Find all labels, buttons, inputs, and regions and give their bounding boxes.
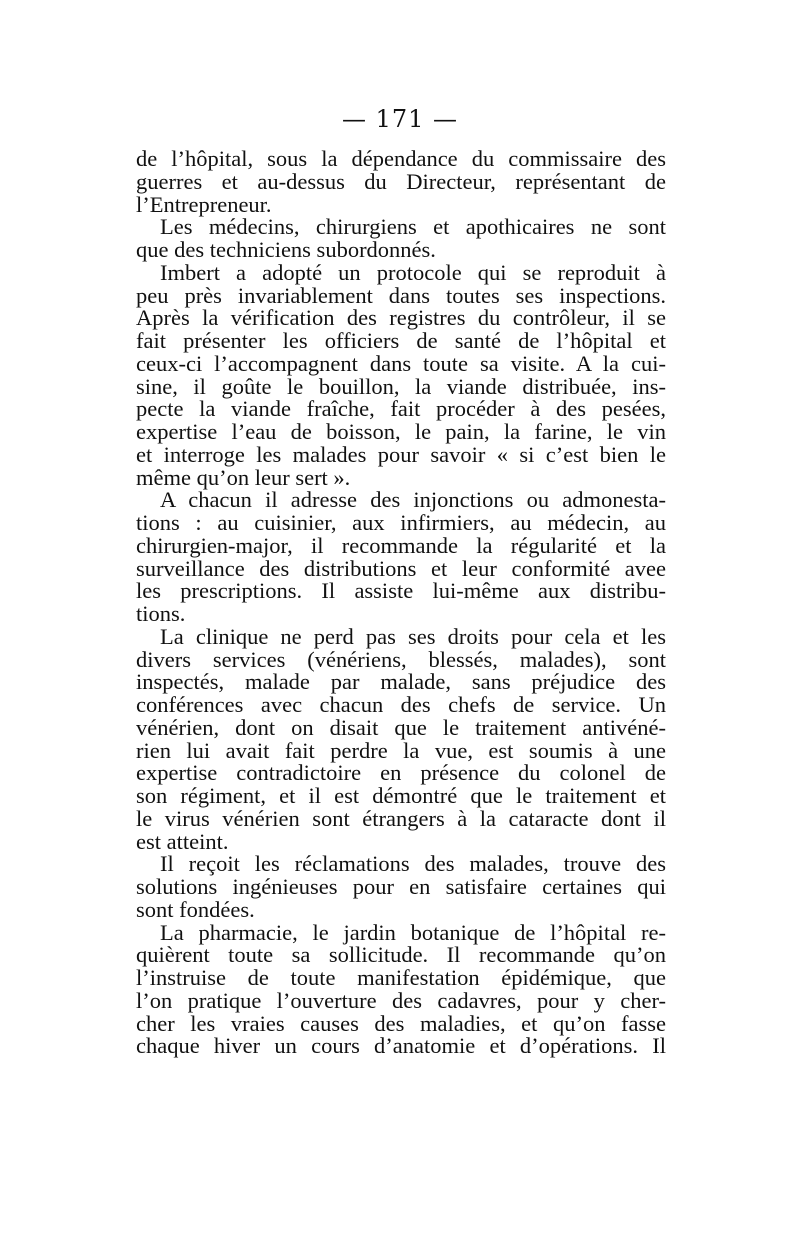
text-line: guerres et au-dessus du Directeur, représentant de — [136, 168, 666, 194]
text-line: que des techniciens subordonnés. — [136, 237, 436, 262]
text-line: son régiment, et il est démontré que le traitement et — [136, 783, 666, 808]
text-line: quièrent toute sa sollicitude. Il recommande qu’on — [136, 942, 666, 968]
text-line: Il reçoit les réclamations des malades, trouve des — [160, 851, 666, 877]
text-line: La clinique ne perd pas ses droits pour cela et les — [160, 623, 666, 649]
text-line: et interroge les malades pour savoir « si c’est bien le — [136, 441, 666, 467]
text-line: divers services (vénériens, blessés, malades), sont — [136, 646, 666, 672]
page-number: — 171 — — [341, 105, 459, 133]
text-line: l’on pratique l’ouverture des cadavres, pour y cher- — [136, 987, 666, 1013]
text-line: pecte la viande fraîche, fait procéder à des pesées, — [136, 396, 666, 422]
text-line: Imbert a adopté un protocole qui se reproduit à — [160, 259, 666, 285]
text-line: inspectés, malade par malade, sans préjudice des — [136, 669, 666, 695]
text-line: expertise l’eau de boisson, le pain, la farine, le vin — [136, 419, 666, 444]
text-line: de l’hôpital, sous la dépendance du commissaire des — [136, 146, 666, 171]
text-line: solutions ingénieuses pour en satisfaire certaines qui — [136, 874, 666, 899]
text-line: Après la vérification des registres du contrôleur, il se — [136, 305, 666, 331]
text-line: La pharmacie, le jardin botanique de l’hôpital re- — [160, 919, 666, 945]
text-line: l’Entrepreneur. — [136, 191, 272, 217]
text-line: sine, il goûte le bouillon, la viande distribuée, ins- — [136, 373, 666, 399]
text-line: ceux-ci l’accompagnent dans toute sa visite. A la cui- — [136, 350, 666, 376]
text-line: sont fondées. — [136, 896, 255, 922]
text-line: l’instruise de toute manifestation épidémique, que — [136, 965, 666, 990]
text-line: conférences avec chacun des chefs de service. Un — [136, 692, 666, 717]
body-text — [136, 148, 666, 1058]
text-line: chirurgien-major, il recommande la régularité et la — [136, 532, 666, 558]
text-line: les prescriptions. Il assiste lui-même aux distribu- — [136, 578, 666, 604]
text-line: expertise contradictoire en présence du colonel de — [136, 760, 666, 786]
text-line: peu près invariablement dans toutes ses inspections. — [136, 282, 666, 308]
text-line: fait présenter les officiers de santé de l’hôpital et — [136, 328, 666, 353]
text-line: vénérien, dont on disait que le traitement antivéné- — [136, 714, 666, 740]
text-line: même qu’on leur sert ». — [136, 464, 351, 490]
text-line: cher les vraies causes des maladies, et qu’on fasse — [136, 1010, 666, 1036]
text-line: le virus vénérien sont étrangers à la cataracte dont il — [136, 805, 666, 831]
text-line: A chacun il adresse des injonctions ou admonesta- — [160, 487, 666, 513]
text-line: tions. — [136, 601, 186, 626]
text-line: rien lui avait fait perdre la vue, est soumis à une — [136, 737, 666, 763]
text-line: tions : au cuisinier, aux infirmiers, au médecin, au — [136, 510, 666, 535]
text-line: chaque hiver un cours d’anatomie et d’opérations. Il — [136, 1033, 666, 1059]
text-line: Les médecins, chirurgiens et apothicaires ne sont — [160, 214, 666, 240]
text-line: est atteint. — [136, 828, 229, 854]
text-line: surveillance des distributions et leur conformité avee — [136, 555, 666, 581]
